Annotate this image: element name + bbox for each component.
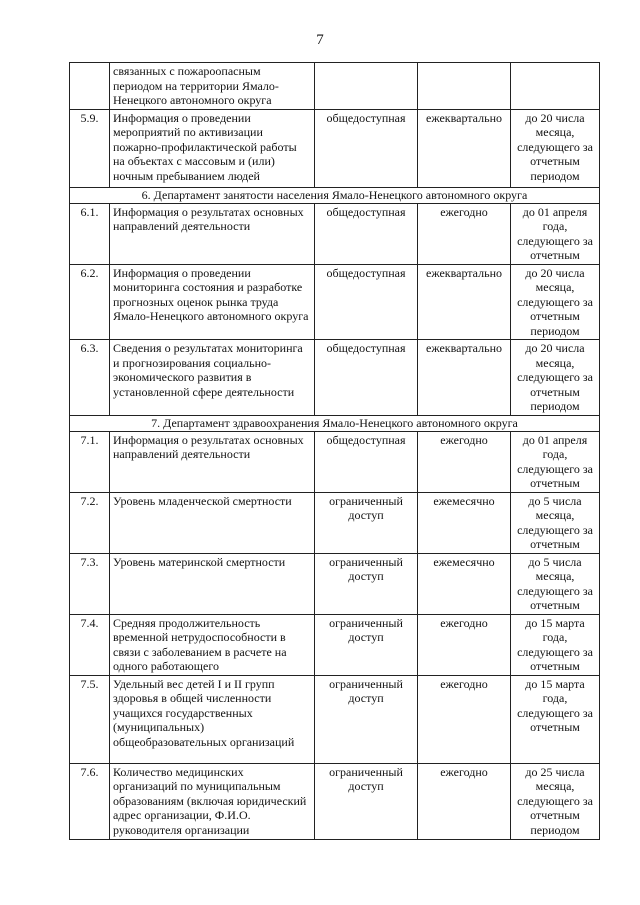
row-access: общедоступная — [315, 203, 418, 264]
row-deadline: до 15 марта года, следующего за отчетным — [511, 675, 600, 763]
table-row — [70, 763, 600, 839]
row-name: Информация о проведении мероприятий по активизации пожарно-профилактической работы на объектах с массовым и (или) ночным пребыванием людей — [110, 109, 315, 187]
row-deadline: до 25 числа месяца, следующего за отчетным периодом — [511, 763, 600, 839]
row-period: ежегодно — [418, 614, 511, 675]
table-row — [70, 109, 600, 187]
row-name: Информация о результатах основных направлений деятельности — [110, 431, 315, 492]
row-access: общедоступная — [315, 340, 418, 416]
row-name: Уровень материнской смертности — [110, 553, 315, 614]
section-title: 6. Департамент занятости населения Ямало-Ненецкого автономного округа — [70, 187, 600, 203]
table-body — [70, 63, 600, 840]
row-number: 7.1. — [70, 431, 110, 492]
row-name: Средняя продолжительность временной нетрудоспособности в связи с заболеванием в расчете на одного работающего — [110, 614, 315, 675]
table-row — [70, 340, 600, 416]
row-period — [418, 63, 511, 110]
row-number: 6.2. — [70, 264, 110, 340]
row-period: ежегодно — [418, 203, 511, 264]
row-access: ограниченный доступ — [315, 553, 418, 614]
table-row — [70, 264, 600, 340]
row-number: 6.3. — [70, 340, 110, 416]
table-row — [70, 675, 600, 763]
row-deadline: до 5 числа месяца, следующего за отчетным — [511, 492, 600, 553]
row-period: ежемесячно — [418, 492, 511, 553]
row-name: Количество медицинских организаций по муниципальным образованиям (включая юридический адрес организации, Ф.И.О. руководителя организации — [110, 763, 315, 839]
row-period: ежегодно — [418, 431, 511, 492]
section-row — [70, 415, 600, 431]
row-period: ежеквартально — [418, 109, 511, 187]
row-period: ежемесячно — [418, 553, 511, 614]
row-number: 7.2. — [70, 492, 110, 553]
table-row — [70, 203, 600, 264]
row-access: ограниченный доступ — [315, 675, 418, 763]
row-name: Удельный вес детей I и II групп здоровья в общей численности учащихся государственных (муниципальных) общеобразовательных организаций — [110, 675, 315, 763]
row-access — [315, 63, 418, 110]
row-access: ограниченный доступ — [315, 492, 418, 553]
table-row — [70, 492, 600, 553]
table-row — [70, 553, 600, 614]
row-number: 7.6. — [70, 763, 110, 839]
row-deadline: до 5 числа месяца, следующего за отчетным — [511, 553, 600, 614]
page-number: 7 — [316, 32, 324, 48]
table-row — [70, 431, 600, 492]
row-access: ограниченный доступ — [315, 614, 418, 675]
row-deadline: до 20 числа месяца, следующего за отчетным периодом — [511, 109, 600, 187]
row-name: Сведения о результатах мониторинга и прогнозирования социально-экономического развития в установленной сфере деятельности — [110, 340, 315, 416]
row-deadline: до 01 апреля года, следующего за отчетным — [511, 203, 600, 264]
section-row — [70, 187, 600, 203]
row-period: ежеквартально — [418, 264, 511, 340]
row-number: 6.1. — [70, 203, 110, 264]
row-deadline — [511, 63, 600, 110]
row-name: Уровень младенческой смертности — [110, 492, 315, 553]
row-deadline: до 01 апреля года, следующего за отчетным — [511, 431, 600, 492]
row-number: 7.5. — [70, 675, 110, 763]
table-row — [70, 63, 600, 110]
row-number: 7.3. — [70, 553, 110, 614]
row-name: Информация о проведении мониторинга состояния и разработке прогнозных оценок рынка труда Ямало-Ненецкого автономного округа — [110, 264, 315, 340]
row-period: ежегодно — [418, 763, 511, 839]
row-period: ежеквартально — [418, 340, 511, 416]
row-period: ежегодно — [418, 675, 511, 763]
row-access: общедоступная — [315, 264, 418, 340]
row-deadline: до 15 марта года, следующего за отчетным — [511, 614, 600, 675]
table-row — [70, 614, 600, 675]
row-access: общедоступная — [315, 431, 418, 492]
row-name: Информация о результатах основных направлений деятельности — [110, 203, 315, 264]
row-access: общедоступная — [315, 109, 418, 187]
row-number: 7.4. — [70, 614, 110, 675]
row-number — [70, 63, 110, 110]
section-title: 7. Департамент здравоохранения Ямало-Ненецкого автономного округа — [70, 415, 600, 431]
row-access: ограниченный доступ — [315, 763, 418, 839]
row-deadline: до 20 числа месяца, следующего за отчетным периодом — [511, 264, 600, 340]
info-table — [69, 62, 600, 840]
row-deadline: до 20 числа месяца, следующего за отчетным периодом — [511, 340, 600, 416]
row-number: 5.9. — [70, 109, 110, 187]
row-name: связанных с пожароопасным периодом на территории Ямало-Ненецкого автономного округа — [110, 63, 315, 110]
